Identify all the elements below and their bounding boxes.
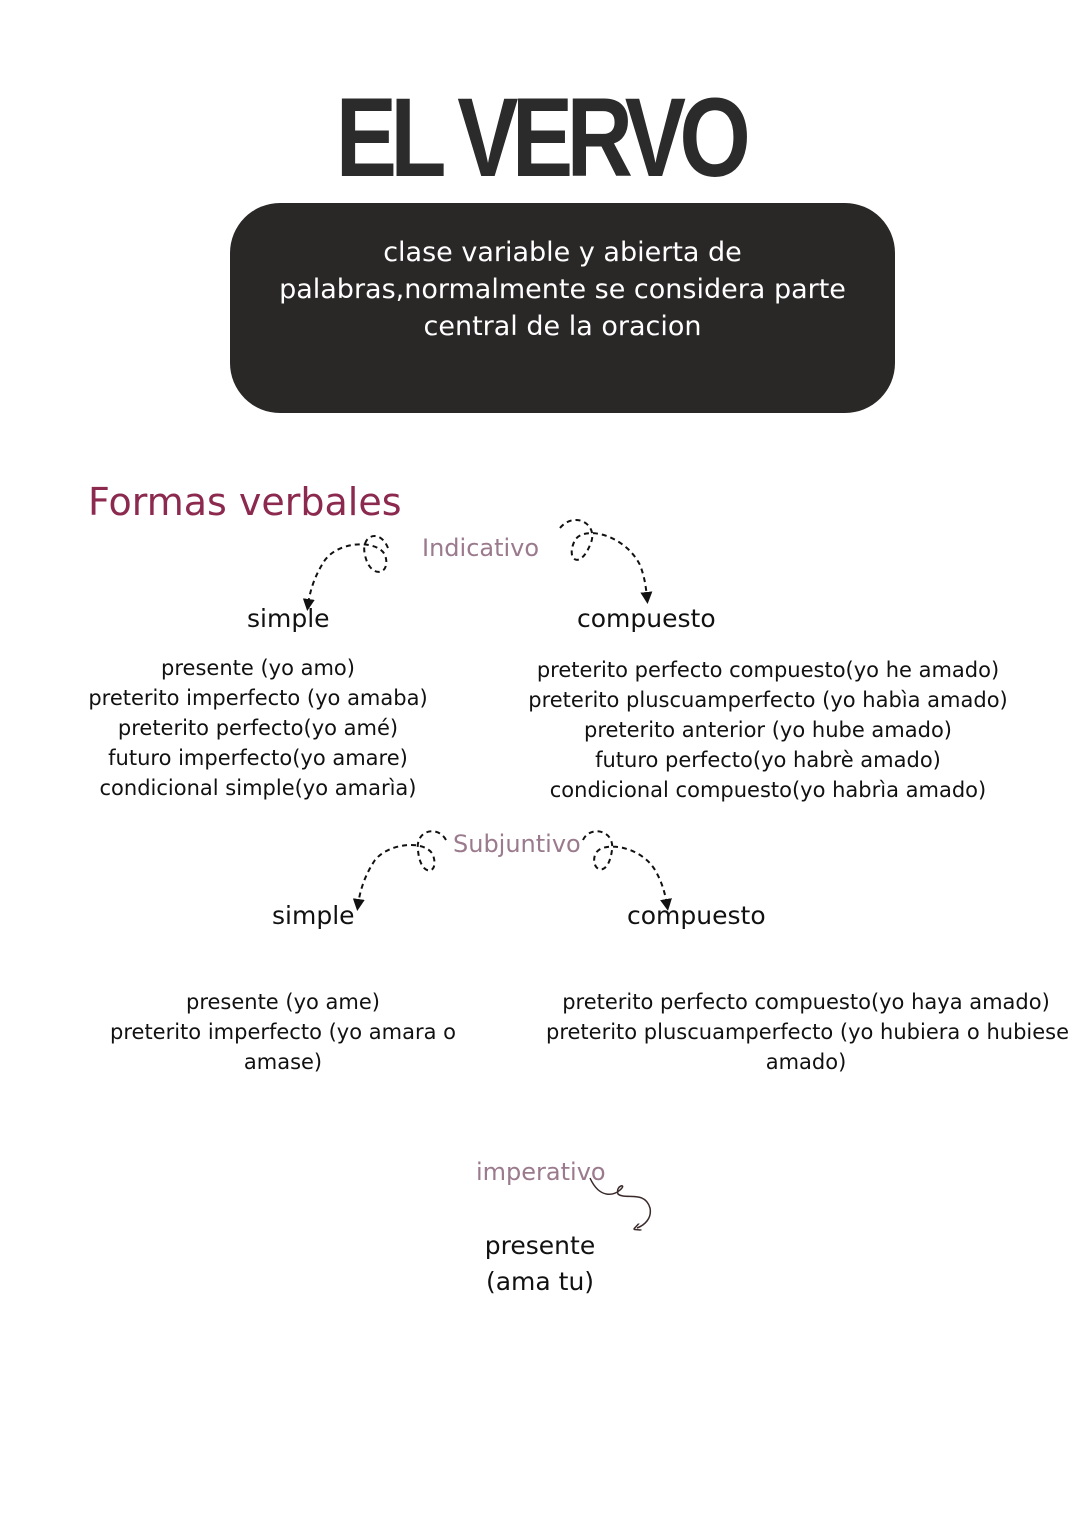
imperativo-label: imperativo <box>476 1158 606 1186</box>
subjuntivo-simple-label: simple <box>272 901 355 930</box>
dashed-arrow-icon <box>560 520 647 598</box>
list-item: futuro imperfecto(yo amare) <box>108 746 408 770</box>
dashed-arrow-icon <box>358 831 446 905</box>
list-item: preterito imperfecto (yo amara o <box>110 1020 456 1044</box>
definition-line: central de la oracion <box>423 311 702 342</box>
list-item: amase) <box>243 1050 323 1074</box>
list-item: amado) <box>765 1050 847 1074</box>
subjuntivo-compuesto-label: compuesto <box>627 901 766 930</box>
dashed-arrow-icon <box>583 831 667 905</box>
subjuntivo-label: Subjuntivo <box>453 830 581 858</box>
definition-line: palabras,normalmente se considera parte <box>279 274 846 305</box>
list-item: condicional compuesto(yo habrìa amado) <box>549 778 987 802</box>
list-item: preterito perfecto compuesto(yo haya amado) <box>562 990 1050 1014</box>
list-item: preterito anterior (yo hube amado) <box>583 718 952 742</box>
list-item: presente (yo amo) <box>161 656 355 680</box>
indicativo-label: Indicativo <box>422 534 540 562</box>
dashed-arrow-icon <box>308 536 388 605</box>
definition-line: clase variable y abierta de <box>383 237 742 268</box>
indicativo-compuesto-label: compuesto <box>577 604 716 633</box>
list-item: preterito imperfecto (yo amaba) <box>88 686 428 710</box>
section-title: Formas verbales <box>88 480 402 524</box>
list-item: presente (yo ame) <box>185 990 380 1014</box>
indicativo-simple-label: simple <box>247 604 330 633</box>
list-item: preterito perfecto(yo amé) <box>117 716 399 740</box>
list-item: futuro perfecto(yo habrè amado) <box>595 748 941 772</box>
list-item: preterito pluscuamperfecto (yo habìa amado) <box>528 688 1008 712</box>
list-item: preterito pluscuamperfecto (yo hubiera o hubiese <box>546 1020 1070 1044</box>
curly-arrow-icon <box>590 1178 650 1228</box>
list-item: presente <box>484 1231 596 1260</box>
list-item: (ama tu) <box>485 1267 595 1296</box>
page-title: EL VERVO <box>335 75 745 200</box>
list-item: condicional simple(yo amarìa) <box>99 776 417 800</box>
list-item: preterito perfecto compuesto(yo he amado) <box>536 658 1000 682</box>
